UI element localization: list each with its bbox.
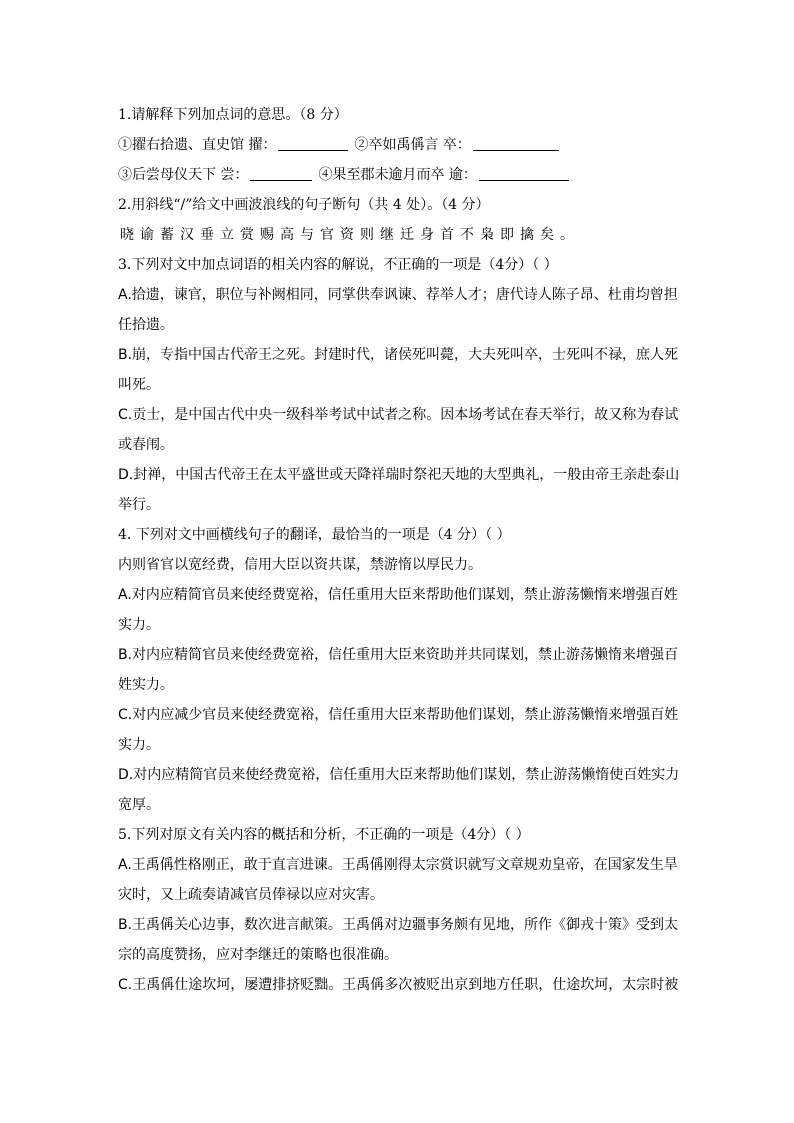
q5-option-b-line-2: 宗的高度赞扬，应对李继迁的策略也很准确。 <box>118 947 398 963</box>
q3-option-c-line-1: C.贡士，是中国古代中央一级科举考试中试者之称。因本场考试在春天举行，故又称为春试 <box>118 407 679 423</box>
q1-item-3: ③后尝母仪天下 尝： <box>118 167 249 183</box>
q4-option-b-line-2: 姓实力。 <box>118 677 174 693</box>
q4-option-b-line-1: B.对内应精简官员来使经费宽裕，信任重用大臣来资助并共同谋划，禁止游荡懒惰来增强百 <box>118 647 679 663</box>
q4-option-a-line-1: A.对内应精简官员来使经费宽裕，信任重用大臣来帮助他们谋划，禁止游荡懒惰来增强百姓 <box>118 587 678 603</box>
q3-option-c-line-2: 或春闱。 <box>118 437 174 453</box>
q5-option-b-line-1: B.王禹偁关心边事，数次进言献策。王禹偁对边疆事务颇有见地，所作《御戎十策》受到太 <box>118 917 679 933</box>
q1-item-4: ④果至郡未逾月而卒 逾： <box>318 167 477 183</box>
q4-option-d-line-2: 宽厚。 <box>118 797 160 813</box>
exam-questions <box>118 100 678 1000</box>
q2-sentence: 晓谕蓄汉垂立赏赐高与官资则继迁身首不枭即擒矣。 <box>120 227 580 243</box>
q3-option-b-line-1: B.崩，专指中国古代帝王之死。封建时代，诸侯死叫薨，大夫死叫卒，士死叫不禄，庶人死 <box>118 347 679 363</box>
q4-sentence: 内则省官以宽经费，信用大臣以资共谋，禁游惰以厚民力。 <box>118 557 482 573</box>
q5-option-a-line-2: 灾时，又上疏奏请减官员俸禄以应对灾害。 <box>118 887 384 903</box>
q1-row-1 <box>118 130 678 160</box>
q1-answer-blank-4[interactable] <box>479 164 569 181</box>
q4-option-c-line-1: C.对内应减少官员来使经费宽裕，信任重用大臣来帮助他们谋划，禁止游荡懒惰来增强百姓 <box>118 707 679 723</box>
q1-answer-blank-1[interactable] <box>278 134 348 151</box>
q3-title: 3.下列对文中加点词语的相关内容的解说，不正确的一项是（4分）（ ） <box>118 257 558 273</box>
q4-option-a-line-2: 实力。 <box>118 617 160 633</box>
q1-title: 1.请解释下列加点词的意思。（8 分） <box>118 107 348 123</box>
q3-option-b-line-2: 叫死。 <box>118 377 160 393</box>
q5-title: 5.下列对原文有关内容的概括和分析，不正确的一项是（4分）（ ） <box>118 827 530 843</box>
q1-item-1: ①擢右拾遗、直史馆 擢： <box>118 137 277 153</box>
q1-answer-blank-3[interactable] <box>250 164 312 181</box>
q5-option-c-line-1: C.王禹偁仕途坎坷，屡遭排挤贬黜。王禹偁多次被贬出京到地方任职，仕途坎坷，太宗时被 <box>118 977 679 993</box>
q4-option-c-line-2: 实力。 <box>118 737 160 753</box>
q1-row-2 <box>118 160 678 190</box>
q1-answer-blank-2[interactable] <box>473 134 559 151</box>
q4-option-d-line-1: D.对内应精简官员来使经费宽裕，信任重用大臣来帮助他们谋划，禁止游荡懒惰使百姓实力 <box>118 767 680 783</box>
q4-title: 4. 下列对文中画横线句子的翻译，最恰当的一项是（4 分）（ ） <box>118 527 511 543</box>
q5-option-a-line-1: A.王禹偁性格刚正，敢于直言进谏。王禹偁刚得太宗赏识就写文章规劝皇帝，在国家发生旱 <box>118 857 678 873</box>
q3-option-a-line-1: A.拾遗，谏官，职位与补阙相同，同掌供奉讽谏、荐举人才；唐代诗人陈子昂、杜甫均曾担 <box>118 287 678 303</box>
q1-item-2: ②卒如禹偁言 卒： <box>354 137 471 153</box>
q3-option-d-line-1: D.封禅，中国古代帝王在太平盛世或天降祥瑞时祭祀天地的大型典礼，一般由帝王亲赴泰山 <box>118 467 680 483</box>
q3-option-a-line-2: 任拾遗。 <box>118 317 174 333</box>
q3-option-d-line-2: 举行。 <box>118 497 160 513</box>
q2-title: 2.用斜线“/”给文中画波浪线的句子断句（共 4 处）。（4 分） <box>118 197 490 213</box>
